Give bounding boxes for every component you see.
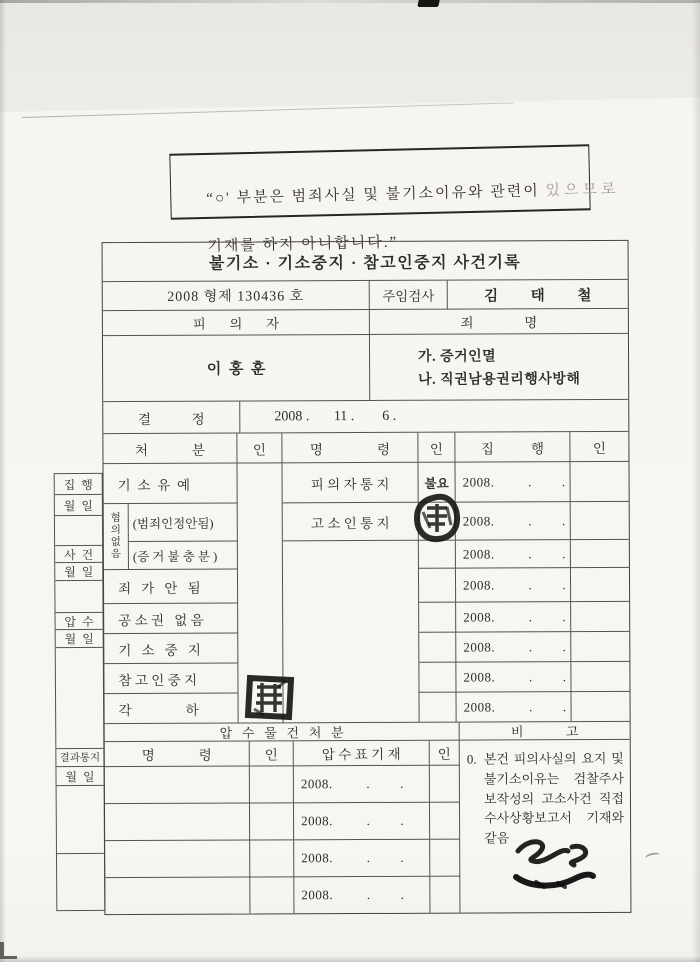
margin-case-date-label: 월 일 <box>55 563 102 581</box>
disposition-witness-suspended: 참 고 인 중 지 <box>104 664 238 695</box>
seal-cell-blank <box>420 693 457 723</box>
seal-cell-blank <box>572 692 630 722</box>
col-header-disposition: 처 분 <box>103 434 237 465</box>
seizure-seal-blank <box>250 877 294 913</box>
margin-blank-cell <box>56 648 104 749</box>
seizure-record-date: 2008. . . <box>294 877 430 914</box>
notice-line2: 기재를 하지 아니합니다.” <box>207 234 399 255</box>
col-header-seal-1: 인 <box>237 433 282 463</box>
order-complainant-notification: 고 소 인 통 지 <box>283 503 419 542</box>
scan-edge-right <box>692 0 700 962</box>
seizure-order-blank <box>105 878 250 915</box>
scan-corner-artifact <box>0 942 17 959</box>
disposition-prosecution-suspended: 기 소 중 지 <box>104 634 238 665</box>
margin-seizure-date-label: 월 일 <box>56 630 103 648</box>
seal-cell-blank <box>571 632 629 662</box>
disposition-not-a-crime: 죄 가 안 됨 <box>104 570 238 605</box>
seizure-section-title: 압 수 물 건 처 분 <box>105 723 460 743</box>
disposition-group-no-suspicion: 혐 의 없 음 <box>104 504 129 570</box>
margin-result-date-label: 월 일 <box>56 767 103 786</box>
disposition-dismissal: 각 하 <box>105 694 239 725</box>
decision-label: 결 정 <box>103 402 240 435</box>
scan-upper-page-shade <box>0 0 700 112</box>
seal-not-required: 불요 <box>418 463 455 503</box>
scan-edge-top <box>0 0 700 3</box>
seal-cell-blank <box>571 502 629 540</box>
seal-cell-blank <box>419 541 456 569</box>
seal-cell-blank <box>419 603 456 633</box>
seizure-col-seal-1: 인 <box>250 741 294 766</box>
seal-cell-blank <box>571 662 629 692</box>
chief-prosecutor-label: 주임검사 <box>370 281 448 310</box>
offense-item-a: 가. 증거인멸 <box>418 349 497 365</box>
offense-item-b: 나. 직권남용권리행사방해 <box>418 372 581 388</box>
scan-edge-bottom <box>0 956 700 962</box>
execution-date: 2008. . . <box>456 568 571 603</box>
remarks-header: 비 고 <box>460 722 630 741</box>
seizure-seal-blank <box>250 803 294 840</box>
margin-blank-cell <box>57 854 104 909</box>
execution-date: 2008. . . <box>455 462 570 503</box>
execution-date: 2008. . . <box>457 692 572 723</box>
remarks-item-number: 0. <box>466 751 477 767</box>
col-header-execution: 집 행 <box>455 432 570 463</box>
execution-date: 2008. . . <box>456 502 571 541</box>
order-cell-blank <box>283 541 420 724</box>
notice-line1: “○' 부분은 범죄사실 및 불기소이유와 관련이 있으므로 <box>206 181 620 207</box>
margin-execution-label: 집 행 <box>55 474 102 495</box>
case-record-table <box>102 240 632 915</box>
col-header-seal-3: 인 <box>570 432 628 462</box>
disposition-no-right-to-prosecute: 공 소 권 없 음 <box>104 604 238 635</box>
seizure-order-blank <box>105 767 250 805</box>
order-suspect-notification: 피 의 자 통 지 <box>283 463 419 504</box>
execution-date: 2008. . . <box>456 632 571 663</box>
seal-cell-blank <box>571 602 629 632</box>
seizure-seal-blank <box>250 766 294 803</box>
execution-date: 2008. . . <box>456 540 571 569</box>
execution-date: 2008. . . <box>456 662 571 693</box>
seizure-seal-blank <box>430 840 460 877</box>
margin-case-label: 사 건 <box>55 546 102 563</box>
seal-cell-blank <box>419 569 456 603</box>
seal-cell-blank <box>571 540 629 568</box>
margin-blank-cell <box>55 581 102 613</box>
seal-cell-blank <box>419 663 456 693</box>
official-seal-stamp-square <box>242 671 297 723</box>
margin-label-column <box>54 473 106 911</box>
seizure-order-blank <box>105 841 250 879</box>
margin-blank-cell <box>55 516 102 546</box>
remarks-text: 본건 피의사실의 요지 및 불기소이유는 검찰주사보작성의 고소사건 직접수사상황보고서 기재와 같음 <box>483 750 625 846</box>
seizure-col-record: 압 수 표 기 재 <box>294 741 430 767</box>
suspect-column-label: 피 의 자 <box>103 310 370 336</box>
seizure-seal-blank <box>430 803 460 840</box>
disposition-crime-not-recognized: (범죄인정안됨) <box>129 504 238 542</box>
seal-cell-blank <box>571 568 629 602</box>
seizure-seal-blank <box>430 766 460 803</box>
seizure-seal-blank <box>250 840 294 877</box>
seizure-col-order: 명 령 <box>105 742 250 768</box>
offense-list <box>370 334 628 401</box>
case-number: 2008 형제 130436 호 <box>103 281 370 311</box>
scan-pen-mark <box>644 851 660 861</box>
offense-column-label: 죄 명 <box>370 309 628 335</box>
seizure-order-blank <box>105 804 250 842</box>
decision-date: 2008 . 11 . 6 . <box>240 400 628 434</box>
margin-blank-cell <box>57 786 104 854</box>
seizure-record-date: 2008. . . <box>294 840 430 878</box>
seizure-record-date: 2008. . . <box>294 803 430 841</box>
margin-seizure-label: 압 수 <box>56 613 103 630</box>
seizure-record-date: 2008. . . <box>294 766 430 804</box>
document-title: 불기소 · 기소중지 · 참고인중지 사건기록 <box>103 241 628 282</box>
margin-result-notice-label: 결과통지 <box>56 749 103 767</box>
seal-cell-blank <box>419 633 456 663</box>
notice-stamp-box <box>169 144 620 255</box>
disposition-suspended-indictment: 기 소 유 예 <box>104 464 238 505</box>
seizure-seal-blank <box>430 877 460 913</box>
seal-cell-blank <box>570 462 628 502</box>
execution-date: 2008. . . <box>456 602 571 633</box>
disposition-insufficient-evidence: (증 거 불 충 분 ) <box>129 542 238 570</box>
scan-artifact-mark <box>417 0 439 7</box>
chief-prosecutor-name: 김 태 철 <box>448 280 628 310</box>
seizure-col-seal-2: 인 <box>430 741 460 766</box>
col-header-seal-2: 인 <box>418 433 455 463</box>
notice-line1-faded: 있으므로 <box>545 181 620 200</box>
signature-scribble <box>502 833 607 891</box>
official-seal-stamp-round <box>413 492 461 544</box>
col-header-order: 명 령 <box>282 433 418 464</box>
margin-execution-date-label: 월 일 <box>55 495 102 516</box>
suspect-name: 이 홍 훈 <box>103 335 370 402</box>
scan-edge-left <box>0 0 6 962</box>
